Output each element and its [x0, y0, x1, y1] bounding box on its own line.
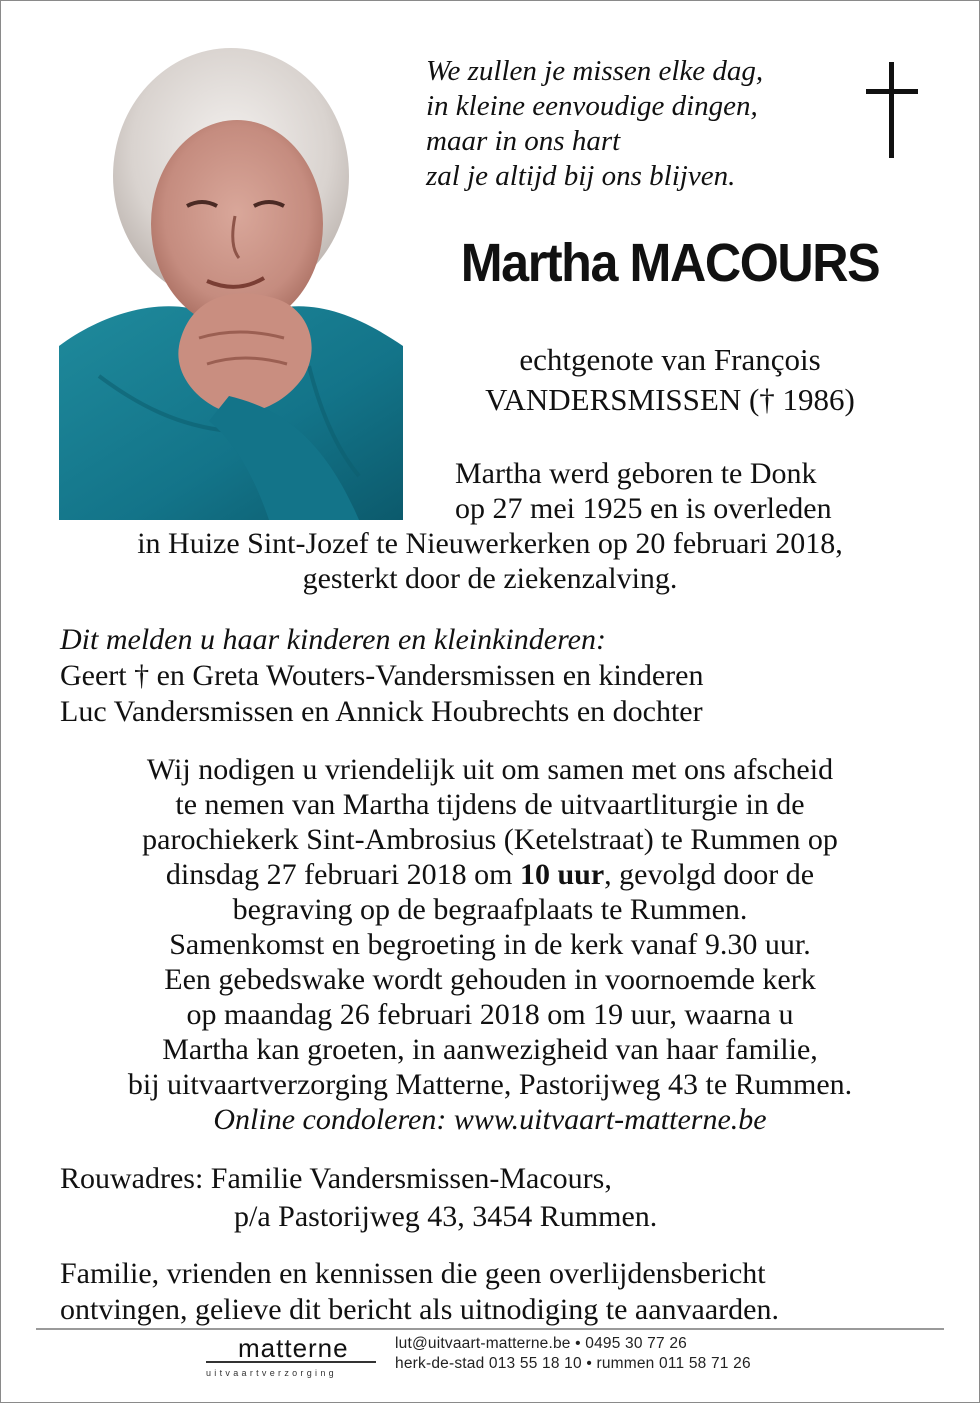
- invitation-line: Wij nodigen u vriendelijk uit om samen met ons afscheid: [146, 753, 834, 786]
- invitation-line: begraving op de begraafplaats te Rummen.: [232, 893, 748, 926]
- family-announcement: [60, 622, 703, 730]
- family-line: Luc Vandersmissen en Annick Houbrechts en dochter: [60, 695, 703, 728]
- invitation-line: bij uitvaartverzorging Matterne, Pastorijweg 43 te Rummen.: [127, 1068, 853, 1101]
- invitation-line: Samenkomst en begroeting in de kerk vanaf 9.30 uur.: [169, 928, 811, 961]
- invitation-line: Martha kan groeten, in aanwezigheid van haar familie,: [162, 1033, 818, 1066]
- online-condolence-link[interactable]: Online condoleren: www.uitvaart-matterne.be: [213, 1103, 767, 1136]
- spouse-info: [420, 340, 920, 420]
- poem-line: maar in ons hart: [426, 125, 621, 157]
- brand-logo-subtitle: uitvaartverzorging: [206, 1368, 337, 1378]
- closing-note: [60, 1256, 779, 1328]
- spouse-line: VANDERSMISSEN († 1986): [485, 382, 855, 417]
- spouse-line: echtgenote van François: [519, 342, 821, 377]
- poem: [426, 54, 846, 194]
- family-line: Geert † en Greta Wouters-Vandersmissen en kinderen: [60, 659, 704, 692]
- birth-line: Martha werd geboren te Donk: [455, 457, 817, 490]
- brand-logo-bar: [206, 1361, 376, 1363]
- service-time: 10 uur: [519, 858, 605, 891]
- address-line: p/a Pastorijweg 43, 3454 Rummen.: [234, 1200, 658, 1233]
- footer-contact: [395, 1334, 751, 1374]
- footer-divider: [36, 1328, 944, 1330]
- funeral-invitation: [40, 752, 940, 1137]
- contact-line[interactable]: lut@uitvaart-matterne.be • 0495 30 77 26: [395, 1335, 687, 1352]
- closing-line: ontvingen, gelieve dit bericht als uitnodiging te aanvaarden.: [60, 1293, 779, 1326]
- invitation-line: Een gebedswake wordt gehouden in voornoemde kerk: [164, 963, 816, 996]
- latin-cross-icon: [862, 62, 922, 158]
- invitation-line: op maandag 26 februari 2018 om 19 uur, waarna u: [186, 998, 794, 1031]
- portrait-photo: [59, 46, 403, 520]
- invitation-line: [40, 857, 940, 892]
- poem-line: We zullen je missen elke dag,: [426, 55, 764, 87]
- death-line: in Huize Sint-Jozef te Nieuwerkerken op 20 februari 2018,: [137, 527, 843, 560]
- contact-line: herk-de-stad 013 55 18 10 • rummen 011 58 71 26: [395, 1355, 751, 1372]
- death-line: gesterkt door de ziekenzalving.: [302, 562, 678, 595]
- invitation-line: te nemen van Martha tijdens de uitvaartliturgie in de: [175, 788, 805, 821]
- address-line: Rouwadres: Familie Vandersmissen-Macours,: [60, 1162, 612, 1195]
- birth-line: op 27 mei 1925 en is overleden: [455, 492, 832, 525]
- invitation-text: dinsdag 27 februari 2018 om: [165, 858, 520, 891]
- mourning-address: [60, 1160, 657, 1236]
- announcement-intro: Dit melden u haar kinderen en kleinkinderen:: [60, 623, 606, 656]
- invitation-text: , gevolgd door de: [604, 858, 815, 891]
- closing-line: Familie, vrienden en kennissen die geen overlijdensbericht: [60, 1257, 766, 1290]
- deceased-name: Martha MACOURS: [460, 233, 880, 293]
- poem-line: in kleine eenvoudige dingen,: [426, 90, 758, 122]
- brand-logo-text: matterne: [238, 1333, 349, 1363]
- poem-line: zal je altijd bij ons blijven.: [426, 160, 736, 192]
- invitation-line: parochiekerk Sint-Ambrosius (Ketelstraat) te Rummen op: [142, 823, 838, 856]
